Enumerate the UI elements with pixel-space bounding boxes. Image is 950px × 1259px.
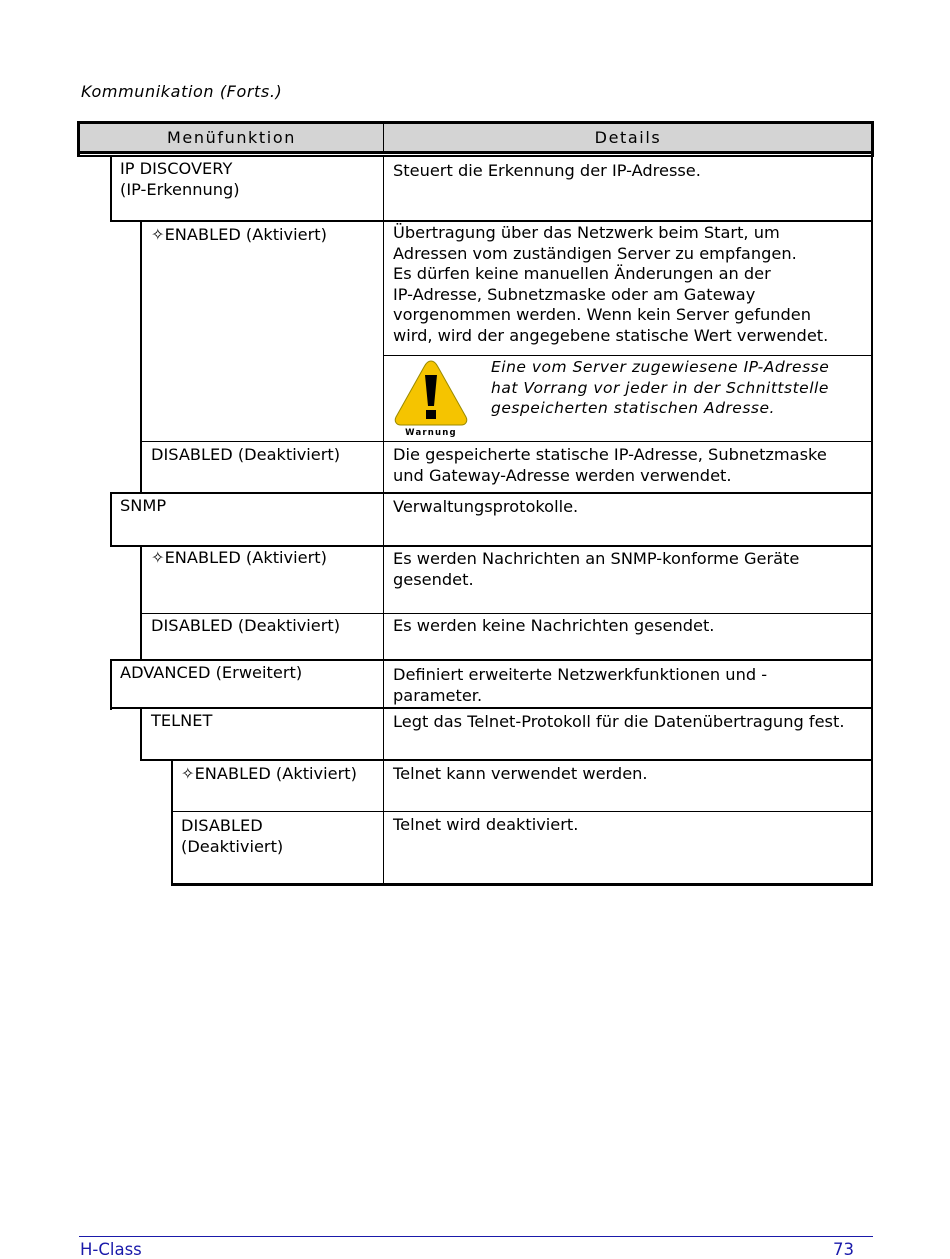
page-number: 73 [833, 1240, 854, 1259]
details-ip-disabled: Die gespeicherte statische IP-Adresse, Subnetzmaske und Gateway-Adresse werden verwendet. [393, 445, 827, 485]
menu-item-snmp: SNMP [120, 496, 167, 515]
footer-rule [79, 1236, 873, 1237]
details-snmp: Verwaltungsprotokolle. [393, 497, 579, 516]
menu-item-snmp-disabled: DISABLED (Deaktiviert) [151, 616, 341, 635]
footer-product-name: H-Class [80, 1240, 142, 1259]
details-telnet-disabled: Telnet wird deaktiviert. [393, 815, 579, 834]
warning-note-text: Eine vom Server zugewiesene IP-Adresse hat Vorrang vor jeder in der Schnittstelle gespeicherten statischen Adresse. [491, 358, 830, 417]
details-snmp-disabled: Es werden keine Nachrichten gesendet. [393, 616, 715, 635]
menu-item-ip-enabled: ✧ENABLED (Aktiviert) [151, 225, 327, 244]
menu-item-advanced: ADVANCED (Erweitert) [120, 663, 303, 682]
menu-item-telnet-enabled: ✧ENABLED (Aktiviert) [181, 764, 357, 783]
details-snmp-enabled: Es werden Nachrichten an SNMP-konforme Geräte gesendet. [393, 549, 800, 589]
header-menu-function: Menüfunktion [167, 128, 296, 147]
warning-icon-label: Warnung [405, 428, 457, 437]
details-ip-discovery: Steuert die Erkennung der IP-Adresse. [393, 161, 701, 180]
details-telnet-enabled: Telnet kann verwendet werden. [393, 764, 648, 783]
menu-item-snmp-enabled: ✧ENABLED (Aktiviert) [151, 548, 327, 567]
menu-item-ip-discovery: IP DISCOVERY (IP-Erkennung) [120, 159, 240, 199]
section-title: Kommunikation (Forts.) [81, 82, 283, 101]
menu-item-telnet: TELNET [151, 711, 213, 730]
warning-icon [393, 359, 469, 437]
details-telnet: Legt das Telnet-Protokoll für die Datenübertragung fest. [393, 712, 845, 731]
details-ip-enabled: Übertragung über das Netzwerk beim Start, um Adressen vom zuständigen Server zu empfangen. Es dürfen keine manuellen Änderungen an der IP-Adresse, Subnetzmaske oder am Gateway vorgenommen werden. Wenn kein Server gefunden wird, wird der angegebene statische Wert verwendet. [393, 223, 829, 345]
menu-item-telnet-disabled: DISABLED (Deaktiviert) [181, 816, 284, 856]
header-details: Details [594, 128, 662, 147]
menu-item-ip-disabled: DISABLED (Deaktiviert) [151, 445, 341, 464]
details-advanced: Definiert erweiterte Netzwerkfunktionen und - parameter. [393, 665, 768, 705]
